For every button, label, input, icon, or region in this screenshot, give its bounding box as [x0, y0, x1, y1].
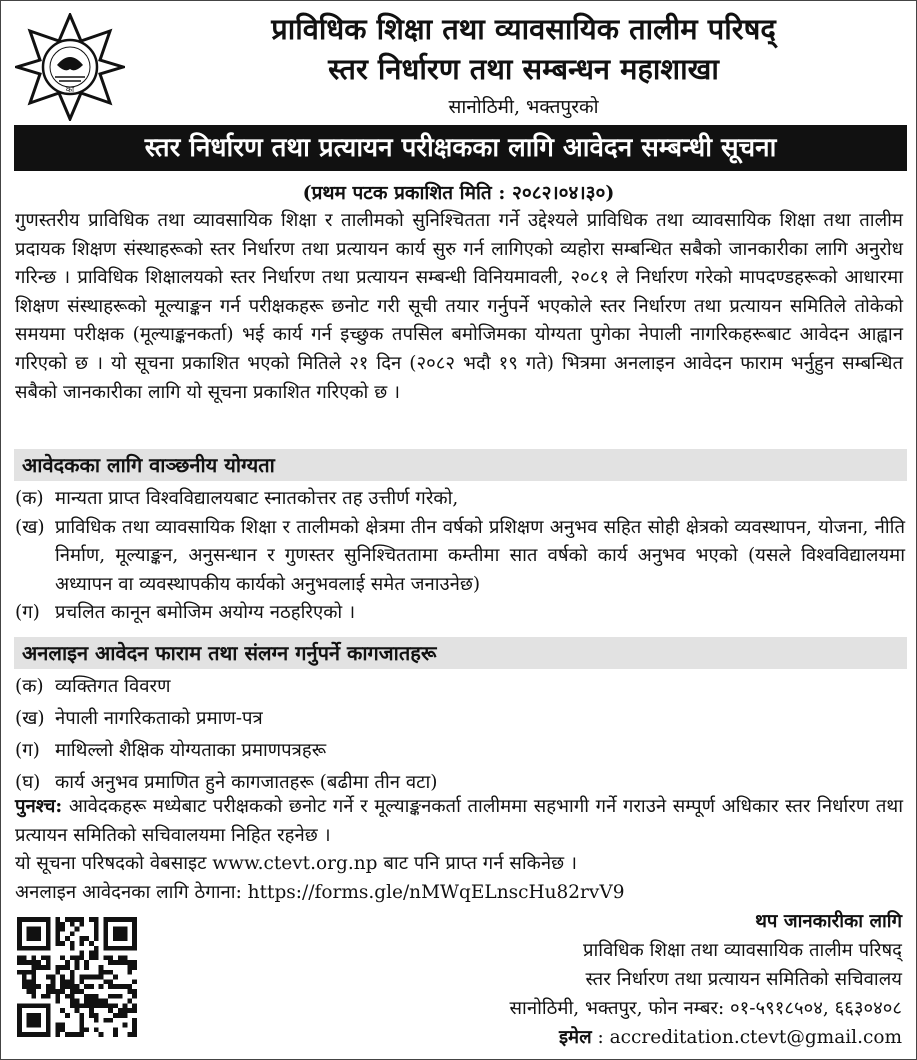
list-item-text: व्यक्तिगत विवरण — [55, 676, 171, 697]
documents-heading: अनलाइन आवेदन फाराम तथा संलग्न गर्नुपर्ने कागजातहरू — [14, 637, 907, 669]
list-item-text: नेपाली नागरिकताको प्रमाण-पत्र — [55, 708, 263, 729]
intro-text: गुणस्तरीय प्राविधिक तथा व्यावसायिक शिक्षा र तालीमको सुनिश्चितता गर्ने उद्देश्यले प्राविधिक तथा व्यावसायिक शिक्षा तथा तालीम प्रदायक शिक्षण संस्थाहरूको स्तर निर्धारण तथा प्रत्यायन कार्य सुरु गर्न लागिएको व्यहोरा सम्बन्धित सबैको जानकारीका लागि अनुरोध गरिन्छ । प्राविधिक शिक्षालयको स्तर निर्धारण तथा प्रत्यायन सम्बन्धी विनियमावली, २०८१ ले निर्धारण गरेको मापदण्डहरूको आधारमा शिक्षण संस्थाहरूको मूल्याङ्कन गर्न परीक्षकहरू छनोट गरी सूची तयार गर्नुपर्ने भएकोले स्तर निर्धारण तथा प्रत्यायन समितिले तोकेको समयमा परीक्षक (मूल्याङ्कनकर्ता) भई कार्य गर्न इच्छुक तपसिल बमोजिमका योग्यता पुगेका नेपाली नागरिकहरूबाट आवेदन आह्वान गरिएको छ । यो सूचना प्रकाशित भएको मितिले २१ दिन (२०८२ भदौ १९ गते) भित्रमा अनलाइन आवेदन फाराम भर्नुहुन सम्बन्धित सबैको जानकारीका लागि यो सूचना प्रकाशित गरिएको छ । — [15, 210, 903, 403]
form-link-line[interactable]: अनलाइन आवेदनका लागि ठेगाना: https://forms.gle/nMWqELnscHu82rvV9 — [15, 881, 625, 903]
intro-paragraph — [15, 207, 903, 407]
ctevt-emblem-icon — [15, 13, 125, 121]
documents-list — [15, 673, 905, 801]
list-item — [15, 737, 905, 766]
postscript-paragraph — [15, 793, 903, 850]
list-item — [15, 485, 905, 514]
emblem-text: का — [65, 85, 75, 94]
office-location: सानोठिमी, भक्तपुरको — [448, 96, 599, 118]
contact-address-phone: सानोठिमी, भक्तपुर, फोन नम्बर: ०१-५९१८५०४, ६६३०४०८ — [509, 998, 902, 1019]
list-item — [15, 514, 905, 600]
website-line: यो सूचना परिषदको वेबसाइट www.ctevt.org.np बाट पनि प्राप्त गर्न सकिनेछ । — [15, 853, 577, 875]
list-item-text: कार्य अनुभव प्रमाणित हुने कागजातहरू (बढीमा तीन वटा) — [55, 772, 438, 793]
qr-code-icon[interactable] — [17, 917, 137, 1037]
list-item-text: प्राविधिक तथा व्यावसायिक शिक्षा र तालीमको क्षेत्रमा तीन वर्षको प्रशिक्षण अनुभव सहित सोही क्षेत्रको व्यवस्थापन, योजना, नीति निर्माण, मूल्याङ्कन, अनुसन्धान र गुणस्तर सुनिश्चिततामा कम्तीमा सात वर्षको कार्य अनुभव भएको (यसले विश्वविद्यालयमा अध्यापन वा व्यवस्थापकीय कार्यको अनुभवलाई समेत जनाउनेछ) — [55, 516, 905, 595]
email-address[interactable]: : accreditation.ctevt@gmail.com — [597, 1027, 902, 1048]
contact-block — [510, 907, 902, 1052]
list-marker: (ग) — [15, 602, 40, 623]
division-name: स्तर निर्धारण तथा सम्बन्धन महाशाखा — [328, 52, 719, 86]
list-item — [15, 705, 905, 734]
notice-title-banner: स्तर निर्धारण तथा प्रत्यायन परीक्षकका लागि आवेदन सम्बन्धी सूचना — [14, 125, 907, 171]
email-label: इमेल — [558, 1027, 592, 1048]
list-marker: (ख) — [15, 516, 45, 538]
list-item — [15, 599, 905, 628]
list-item-text: प्रचलित कानून बमोजिम अयोग्य नठहरिएको । — [55, 602, 356, 623]
contact-secretariat: स्तर निर्धारण तथा प्रत्यायन समितिको सचिवालय — [585, 969, 902, 990]
contact-org: प्राविधिक शिक्षा तथा व्यावसायिक तालीम परिषद् — [582, 940, 902, 961]
list-item — [15, 673, 905, 702]
list-marker: (क) — [15, 676, 44, 697]
list-marker: (ग) — [15, 740, 40, 761]
list-item-text: मान्यता प्राप्त विश्वविद्यालयबाट स्नातकोत्तर तह उत्तीर्ण गरेको, — [55, 488, 459, 509]
list-item-text: माथिल्लो शैक्षिक योग्यताका प्रमाणपत्रहरू — [55, 740, 327, 761]
postscript-note — [15, 793, 903, 907]
list-marker: (ख) — [15, 708, 45, 729]
contact-title: थप जानकारीका लागि — [755, 911, 902, 932]
org-name: प्राविधिक शिक्षा तथा व्यावसायिक तालीम परिषद् — [271, 12, 776, 46]
list-marker: (घ) — [15, 772, 41, 793]
postscript-text: आवेदकहरू मध्येबाट परीक्षकको छनोट गर्ने र मूल्याङ्कनकर्ता तालीममा सहभागी गर्ने गराउने सम्पूर्ण अधिकार स्तर निर्धारण तथा प्रत्यायन समितिको सचिवालयमा निहित रहनेछ । — [15, 796, 903, 846]
list-marker: (क) — [15, 488, 44, 509]
notice-header — [1, 1, 916, 121]
publish-date: (प्रथम पटक प्रकाशित मिति : २०८२।०४।३०) — [302, 182, 615, 204]
qualifications-heading: आवेदकका लागि वाञ्छनीय योग्यता — [14, 449, 907, 481]
postscript-label: पुनश्च: — [15, 796, 63, 817]
qualifications-list — [15, 485, 905, 628]
contact-email-line — [510, 1023, 902, 1052]
